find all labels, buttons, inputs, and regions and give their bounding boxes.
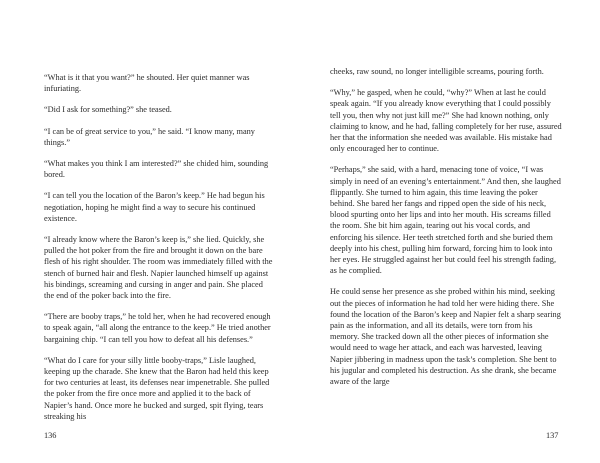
paragraph: “I can be of great service to you,” he said. “I know many, many things.” <box>44 126 255 147</box>
right-page <box>300 0 600 463</box>
page-number: 136 <box>44 431 57 440</box>
paragraph: “I already know where the Baron’s keep is,” she lied. Quickly, she pulled the hot poker from the fire and brought it down on the bare flesh of his right shoulder. The room was immediately filled with the stench of burned hair and flesh. Napier launched himself up against his bindings, screaming and cursing in anger and pain. She placed the end of the poker back into the fire. <box>44 235 273 301</box>
left-page-text <box>44 72 274 432</box>
paragraph: “What is it that you want?” he shouted. Her quiet manner was infuriating. <box>44 73 250 94</box>
right-page-text <box>330 66 562 397</box>
paragraph: “What makes you think I am interested?” she chided him, sounding bored. <box>44 159 269 180</box>
paragraph: “Why,” he gasped, when he could, “why?” When at last he could speak again. “If you already know everything that I could possibly tell you, then why not just kill me?” She had known nothing, only claiming to know, and he had, falling completely for her ruse, assured her that the information she needed was available. His mistake had only encouraged her to continue. <box>330 88 562 154</box>
paragraph: cheeks, raw sound, no longer intelligible screams, pouring forth. <box>330 67 544 76</box>
paragraph: “Did I ask for something?” she teased. <box>44 105 172 115</box>
paragraph: He could sense her presence as she probed within his mind, seeking out the pieces of information he had told her were hiding there. She found the location of the Baron’s keep and Napier felt a sharp searing pain as the information, and all its details, were torn from his memory. She tracked down all the other pieces of information she would need to wage her attack, and each was harvested, leaving Napier jibbering in madness upon the task’s completion. She bent to his jugular and completed his destruction. As she drank, she became aware of the large <box>330 287 561 387</box>
paragraph: “There are booby traps,” he told her, when he had recovered enough to speak again, “all along the entrance to the keep.” He tried another bargaining chip. “I can tell you how to defeat all his defenses.” <box>44 312 271 344</box>
paragraph: “What do I care for your silly little booby-traps,” Lisle laughed, keeping up the charade. She knew that the Baron had held this keep for two centuries at least, its defenses near impenetrable. She pulled the poker from the fire once more and applied it to the back of Napier’s hand. Once more he bucked and surged, spit flying, tears streaking his <box>44 355 270 421</box>
paragraph: “Perhaps,” she said, with a hard, menacing tone of voice, “I was simply in need of an evening’s entertainment.” And then, she laughed flippantly. She turned to him again, this time leaving the poker behind. She bared her fangs and ripped open the side of his neck, blood spurting onto her lips and into her mouth. His screams filled the room. She bit him again, tearing out his vocal cords, and enforcing his silence. Her teeth stretched forth and she buried them deeply into his chest, pulling him forward, forcing him to look into her eyes. He struggled against her but could feel his strength fading, as he complied. <box>330 165 561 276</box>
paragraph: “I can tell you the location of the Baron’s keep.” He had begun his negotiation, hoping he might find a way to secure his continued existence. <box>44 191 265 223</box>
page-number: 137 <box>546 431 559 440</box>
